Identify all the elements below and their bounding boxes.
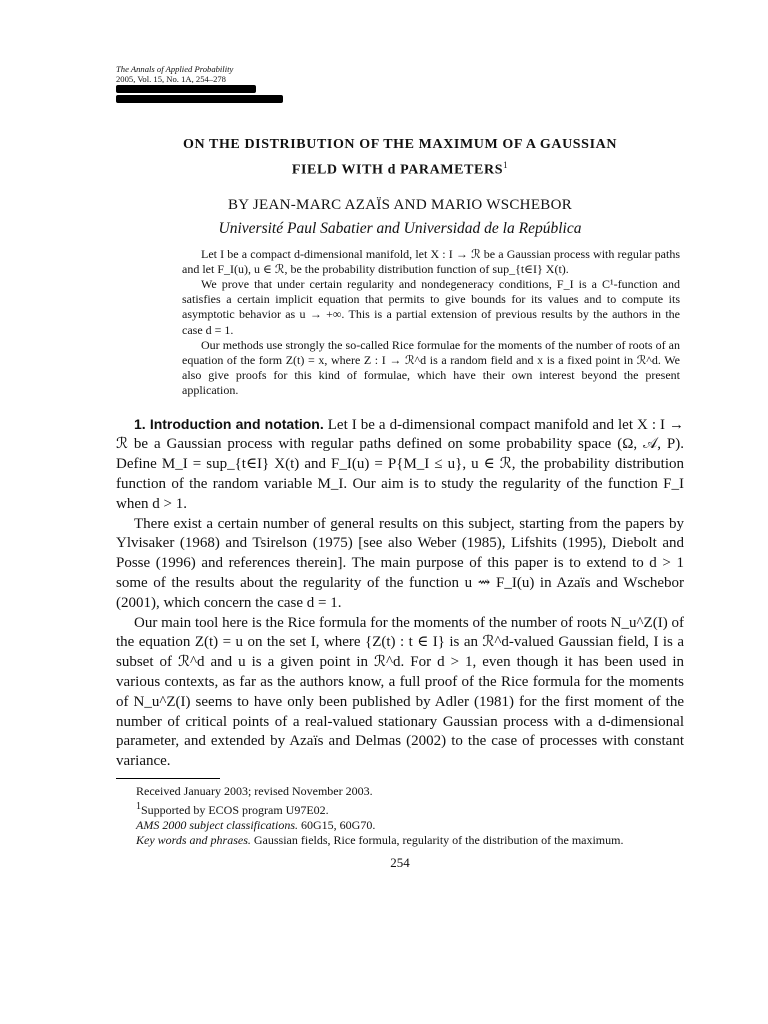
page-number: 254 [390,855,410,871]
abstract-paragraph: Our methods use strongly the so-called Rice formulae for the moments of the number of roots of an equation of the form Z(t) = x, where Z : I → ℛ^d is a random field and x is a fixed point in ℛ^d. We also give proofs for this kind of formulae, which have their own interest beyond the present application. [182,337,680,398]
authors: BY JEAN-MARC AZAÏS AND MARIO WSCHEBOR [227,196,573,213]
redaction-bar [116,85,256,93]
abstract [182,247,680,399]
affiliation: Université Paul Sabatier and Universidad de la República [218,219,582,237]
title-footnote-mark: 1 [503,160,509,170]
support-note: $^1$Supported by ECOS program U97E02. [136,801,329,818]
ams-note: AMS 2000 subject classifications. 60G15, 60G70. [136,818,376,833]
abstract-paragraph: We prove that under certain regularity and nondegeneracy conditions, F_I is a C¹-function and satisfies a certain implicit equation that permits to give bounds for its values and to compute its asymptotic behavior as u → +∞. This is a partial extension of previous results by the authors in the case d = 1. [182,277,680,337]
title-line: FIELD WITH d PARAMETERS [291,162,504,178]
title-line: ON THE DISTRIBUTION OF THE MAXIMUM OF A GAUSSIAN [182,137,618,152]
support-mark: 1 [136,801,141,813]
footnotes [116,784,684,848]
paragraph-text: Let I be a d-dimensional compact manifold and let X : I → ℛ be a Gaussian process with regular paths defined on some probability space (Ω, 𝒜, P). Define M_I = sup_{t∈I} X(t) and F_I(u) = P{M_I ≤ u}, u ∈ ℛ, the probability distribution function of the random variable M_I. Our aim is to study the regularity of the function F_I when d > 1. [116,416,685,512]
body-paragraph: Our main tool here is the Rice formula for the moments of the number of roots N_u^Z(I) of the equation Z(t) = u on the set I, where {Z(t) : t ∈ I} is an ℛ^d-valued Gaussian field, I is a subset of ℛ^d and u is a given point in ℛ^d. For d > 1, even though it has been used in various contexts, as far as the authors know, a full proof of the Rice formula for the moments of N_u^Z(I) seems to have only been published by Adler (1981) for the first moment of the number of critical points of a real-valued stationary Gaussian process with a d-dimensional parameter, and extended by Azaïs and Delmas (2002) to the case of processes with constant variance. [116,614,684,770]
body-paragraph [116,415,684,515]
main-text [116,415,684,772]
journal-name: The Annals of Applied Probability [116,64,234,74]
journal-volume: 2005, Vol. 15, No. 1A, 254–278 [116,74,226,84]
received-note: Received January 2003; revised November 2003. [136,784,373,799]
redaction-bar [116,95,283,103]
body-paragraph: There exist a certain number of general results on this subject, starting from the papers by Ylvisaker (1968) and Tsirelson (1975) [see also Weber (1985), Lifshits (1995), Diebolt and Posse (1996) and references therein]. The main purpose of this paper is to extend to d > 1 some of the results about the regularity of the function u ⇝ F_I(u) in Azaïs and Wschebor (2001), which concern the case d = 1. [116,515,684,611]
keywords-note: Key words and phrases. Gaussian fields, Rice formula, regularity of the distribution of the maximum. [136,833,624,848]
abstract-paragraph: Let I be a compact d-dimensional manifold, let X : I → ℛ be a Gaussian process with regular paths and let F_I(u), u ∈ ℛ, be the probability distribution function of sup_{t∈I} X(t). [182,246,680,276]
article-page [116,64,684,871]
paper-title [116,135,684,181]
section-heading: 1. Introduction and notation. [134,415,324,432]
footnote-rule [116,778,220,779]
